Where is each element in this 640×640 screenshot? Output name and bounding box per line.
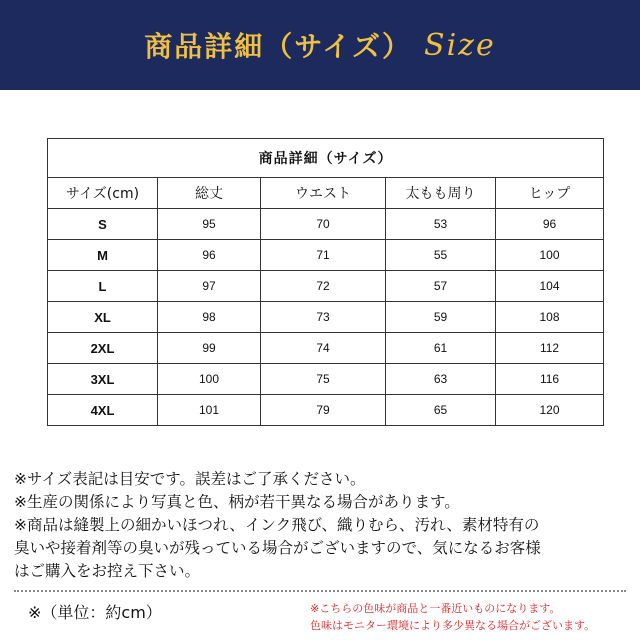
total-length-cell: 98: [158, 302, 261, 333]
size-cell: 3XL: [48, 364, 158, 395]
thigh-cell: 61: [386, 333, 496, 364]
size-cell: M: [48, 240, 158, 271]
hip-cell: 116: [496, 364, 604, 395]
total-length-cell: 96: [158, 240, 261, 271]
total-length-cell: 100: [158, 364, 261, 395]
note-line: ※生産の関係により写真と色、柄が若干異なる場合があります。: [14, 493, 460, 511]
header-waist: ウエスト: [261, 178, 386, 209]
size-table: [47, 138, 604, 426]
color-note: [310, 600, 595, 634]
notes-block: [14, 468, 634, 583]
header-size: サイズ(cm): [48, 178, 158, 209]
thigh-cell: 53: [386, 209, 496, 240]
waist-cell: 79: [261, 395, 386, 426]
table-caption-row: [48, 139, 604, 178]
table-row: [48, 333, 604, 364]
header-hip: ヒップ: [496, 178, 604, 209]
hip-cell: 96: [496, 209, 604, 240]
waist-cell: 75: [261, 364, 386, 395]
thigh-cell: 65: [386, 395, 496, 426]
total-length-cell: 99: [158, 333, 261, 364]
color-note-line: 色味はモニター環境により多少異なる場合がございます。: [310, 619, 596, 632]
header-thigh: 太もも周り: [386, 178, 496, 209]
banner-script-text: Size: [424, 27, 496, 63]
waist-cell: 71: [261, 240, 386, 271]
total-length-cell: 95: [158, 209, 261, 240]
table-caption: 商品詳細（サイズ）: [48, 139, 604, 178]
waist-cell: 74: [261, 333, 386, 364]
table-row: [48, 395, 604, 426]
note-line: 臭いや接着剤等の臭いが残っている場合がございますので、気になるお客様: [14, 539, 541, 557]
unit-note: ※（単位：約cm）: [28, 603, 162, 622]
table-row: [48, 271, 604, 302]
header-total-length: 総丈: [158, 178, 261, 209]
total-length-cell: 97: [158, 271, 261, 302]
thigh-cell: 57: [386, 271, 496, 302]
table-row: [48, 364, 604, 395]
dotted-divider: [14, 590, 626, 592]
thigh-cell: 63: [386, 364, 496, 395]
table-header-row: [48, 178, 604, 209]
size-cell: 2XL: [48, 333, 158, 364]
hip-cell: 100: [496, 240, 604, 271]
size-cell: XL: [48, 302, 158, 333]
header-banner: [0, 0, 640, 90]
note-line: ※商品は縫製上の細かいほつれ、インク飛び、織りむら、汚れ、素材特有の: [14, 516, 540, 534]
hip-cell: 112: [496, 333, 604, 364]
total-length-cell: 101: [158, 395, 261, 426]
size-cell: L: [48, 271, 158, 302]
table-row: [48, 240, 604, 271]
note-line: はご購入をお控え下さい。: [14, 562, 201, 580]
table-row: [48, 302, 604, 333]
hip-cell: 120: [496, 395, 604, 426]
waist-cell: 72: [261, 271, 386, 302]
thigh-cell: 59: [386, 302, 496, 333]
color-note-line: ※こちらの色味が商品と一番近いものになります。: [310, 602, 561, 615]
hip-cell: 108: [496, 302, 604, 333]
note-line: ※サイズ表記は目安です。誤差はご了承ください。: [14, 470, 366, 488]
thigh-cell: 55: [386, 240, 496, 271]
waist-cell: 73: [261, 302, 386, 333]
size-cell: S: [48, 209, 158, 240]
waist-cell: 70: [261, 209, 386, 240]
banner-title: 商品詳細（サイズ）: [144, 30, 413, 63]
hip-cell: 104: [496, 271, 604, 302]
table-row: [48, 209, 604, 240]
size-cell: 4XL: [48, 395, 158, 426]
